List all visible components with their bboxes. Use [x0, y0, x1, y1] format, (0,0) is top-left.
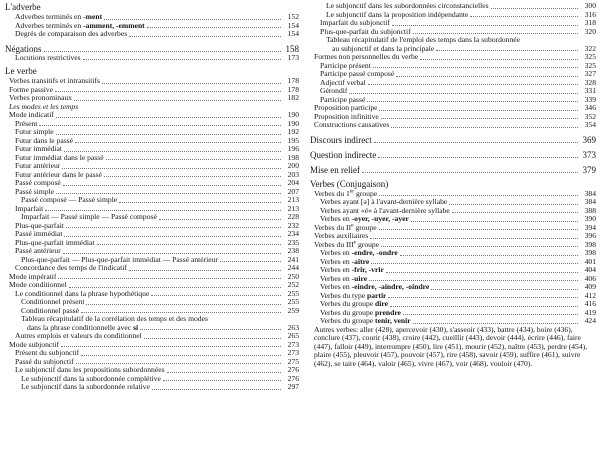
- toc-entry: Verbes en -endre, -ondre 398: [320, 248, 596, 257]
- toc-entry: Gérondif 331: [320, 86, 596, 95]
- toc-entry: Locutions restrictives 173: [15, 52, 299, 62]
- toc-entry: Verbes du groupe tenir, venir 424: [320, 316, 596, 325]
- toc-entry: Futur immédiat 196: [15, 144, 299, 153]
- section-title-discours: Discours indirect 369: [310, 134, 596, 145]
- toc-entry: Passé du subjonctif 275: [15, 356, 299, 366]
- toc-entry: Adjectif verbal 328: [320, 77, 596, 87]
- subsection-heading: Les modes et les temps: [9, 102, 79, 111]
- toc-entry: Proposition participe 346: [314, 103, 596, 112]
- toc-entry: Autres emplois et valeurs du conditionnel 265: [15, 331, 299, 340]
- toc-entry: Futur antérieur 200: [15, 161, 299, 170]
- toc-entry: Verbes du IIIe groupe 398: [314, 239, 596, 249]
- toc-entry: Verbes en -uire 406: [320, 273, 596, 283]
- toc-entry: Verbes ayant [ə] à l'avant-dernière syllabe 384: [320, 197, 596, 206]
- toc-entry: Présent du subjonctif 273: [15, 348, 299, 357]
- toc-entry: Verbes du groupe dire 416: [320, 299, 596, 308]
- toc-entry: Verbes auxiliaires 396: [314, 231, 596, 240]
- toc-entry: Imparfait 213: [15, 203, 299, 213]
- section-title-question: Question indirecte 373: [310, 149, 596, 160]
- toc-entry: Mode impératif 250: [9, 271, 299, 281]
- toc-entry: Verbes du type partir 412: [320, 290, 596, 300]
- toc-entry: Verbes du 1er groupe 384: [314, 188, 596, 198]
- toc-entry: Le conditionnel dans la phrase hypothétique 255: [15, 288, 299, 298]
- toc-entry: Plus-que-parfait immédiat 235: [15, 237, 299, 247]
- toc-entry: Participe passé composé 327: [320, 69, 596, 78]
- toc-entry: Adverbes terminés en -ment 152: [15, 12, 299, 21]
- toc-entry: Proposition infinitive 352: [314, 111, 596, 121]
- toc-entry: Verbes transitifs et intransitifs 178: [9, 76, 299, 85]
- toc-entry: Futur simple 192: [15, 127, 299, 136]
- toc-entry: Forme passive 178: [9, 84, 299, 94]
- section-title-adverbe: L'adverbe: [5, 2, 41, 12]
- toc-entry: Verbes ayant «é» à l'avant-dernière syllabe 388: [320, 205, 596, 215]
- toc-entry: Le subjonctif dans les propositions subordonnées 276: [15, 365, 299, 374]
- toc-entry: Verbes en -aître 401: [320, 256, 596, 266]
- toc-entry: dans la phrase conditionnelle avec si 263: [27, 322, 299, 332]
- section-title-conjugaison: Verbes (Conjugaison): [310, 178, 389, 189]
- toc-entry: Adverbes terminés en -amment, -emment 154: [15, 20, 299, 30]
- toc-entry: Le subjonctif dans la proposition indépendante 316: [326, 9, 596, 19]
- toc-entry-line: Tableau récapitulatif de l'emploi des temps dans la subordonnée: [326, 36, 520, 44]
- toc-entry: Formes non personnelles du verbe 325: [314, 52, 596, 61]
- toc-entry: Passé composé 204: [15, 178, 299, 187]
- toc-entry: Mode indicatif 190: [9, 110, 299, 119]
- toc-entry: Conditionnel présent 255: [21, 297, 299, 306]
- toc-entry: Plus-que-parfait 232: [15, 220, 299, 230]
- toc-entry: Le subjonctif dans la subordonnée relative 297: [21, 382, 299, 391]
- toc-entry: Passé simple 207: [15, 186, 299, 196]
- toc-entry: Degrés de comparaison des adverbes 154: [15, 29, 299, 38]
- toc-entry: Concordance des temps de l'indicatif 244: [15, 263, 299, 272]
- toc-entry: au subjonctif et dans la principale 322: [332, 43, 596, 53]
- toc-entry: Futur dans le passé 195: [15, 135, 299, 145]
- toc-entry: Le subjonctif dans les subordonnées circonstancielles 300: [326, 1, 596, 10]
- toc-entry: Passé composé — Passé simple 213: [21, 195, 299, 204]
- section-title-negations: Négations 158: [5, 43, 299, 54]
- toc-entry: Participe présent 325: [320, 60, 596, 70]
- toc-right-column: [310, 2, 596, 368]
- toc-entry: Verbes en -frir, -vrir 404: [320, 265, 596, 274]
- toc-entry: Conditionnel passé 259: [21, 305, 299, 315]
- toc-entry: Le subjonctif dans la subordonnée complétive 276: [21, 373, 299, 383]
- toc-entry: Imparfait — Passé simple — Passé composé 228: [21, 212, 299, 221]
- toc-entry: Verbes du groupe prendre 419: [320, 307, 596, 317]
- toc-entry: Participe passé 339: [320, 94, 596, 104]
- toc-entry: Plus-que-parfait — Plus-que-parfait immédiat — Passé antérieur 241: [21, 254, 299, 264]
- toc-entry: Constructions causatives 354: [314, 120, 596, 129]
- toc-entry: Passé immédiat 234: [15, 229, 299, 238]
- toc-entry: Passé antérieur 238: [15, 246, 299, 255]
- toc-entry: Mode conditionnel 252: [9, 280, 299, 289]
- toc-entry: Futur immédiat dans le passé 198: [15, 152, 299, 162]
- toc-entry: Futur antérieur dans le passé 203: [15, 169, 299, 179]
- toc-entry: Imparfait du subjonctif 318: [320, 18, 596, 27]
- toc-entry: Verbes pronominaux 182: [9, 93, 299, 102]
- toc-entry-line: Tableau récapitulatif de la corrélation des temps et des modes: [21, 315, 208, 323]
- toc-entry: Verbes en -eindre, -aindre, -oindre 409: [320, 282, 596, 291]
- toc-entry: Verbes en -oyer, -uyer, -ayer 390: [320, 214, 596, 223]
- other-verbs-paragraph: Autres verbes: aller (428), apercevoir (430), s'asseoir (433), battre (434), boire (436), conclure (437), courir (438), croire (442), cueillir (443), devoir (444), écrire (446), faire (447), falloir (449), interrompre (450), lire (451), mourir (452), naître (453), perdre (454), plaire (455), pleuvoir (457), pouvoir (457), rire (458), savoir (459), suffire (461), suivre (462), se taire (464), valoir (465), vivre (467), voir (468), vouloir (470).: [314, 324, 588, 368]
- section-title-verbe: Le verbe: [5, 66, 37, 76]
- toc-entry: Plus-que-parfait du subjonctif 320: [320, 26, 596, 36]
- toc-entry: Présent 190: [15, 118, 299, 128]
- toc-entry: Verbes du IIe groupe 394: [314, 222, 596, 232]
- toc-entry: Mode subjonctif 273: [9, 339, 299, 349]
- toc-left-column: [5, 2, 299, 392]
- section-title-mise-en-relief: Mise en relief 379: [310, 164, 596, 175]
